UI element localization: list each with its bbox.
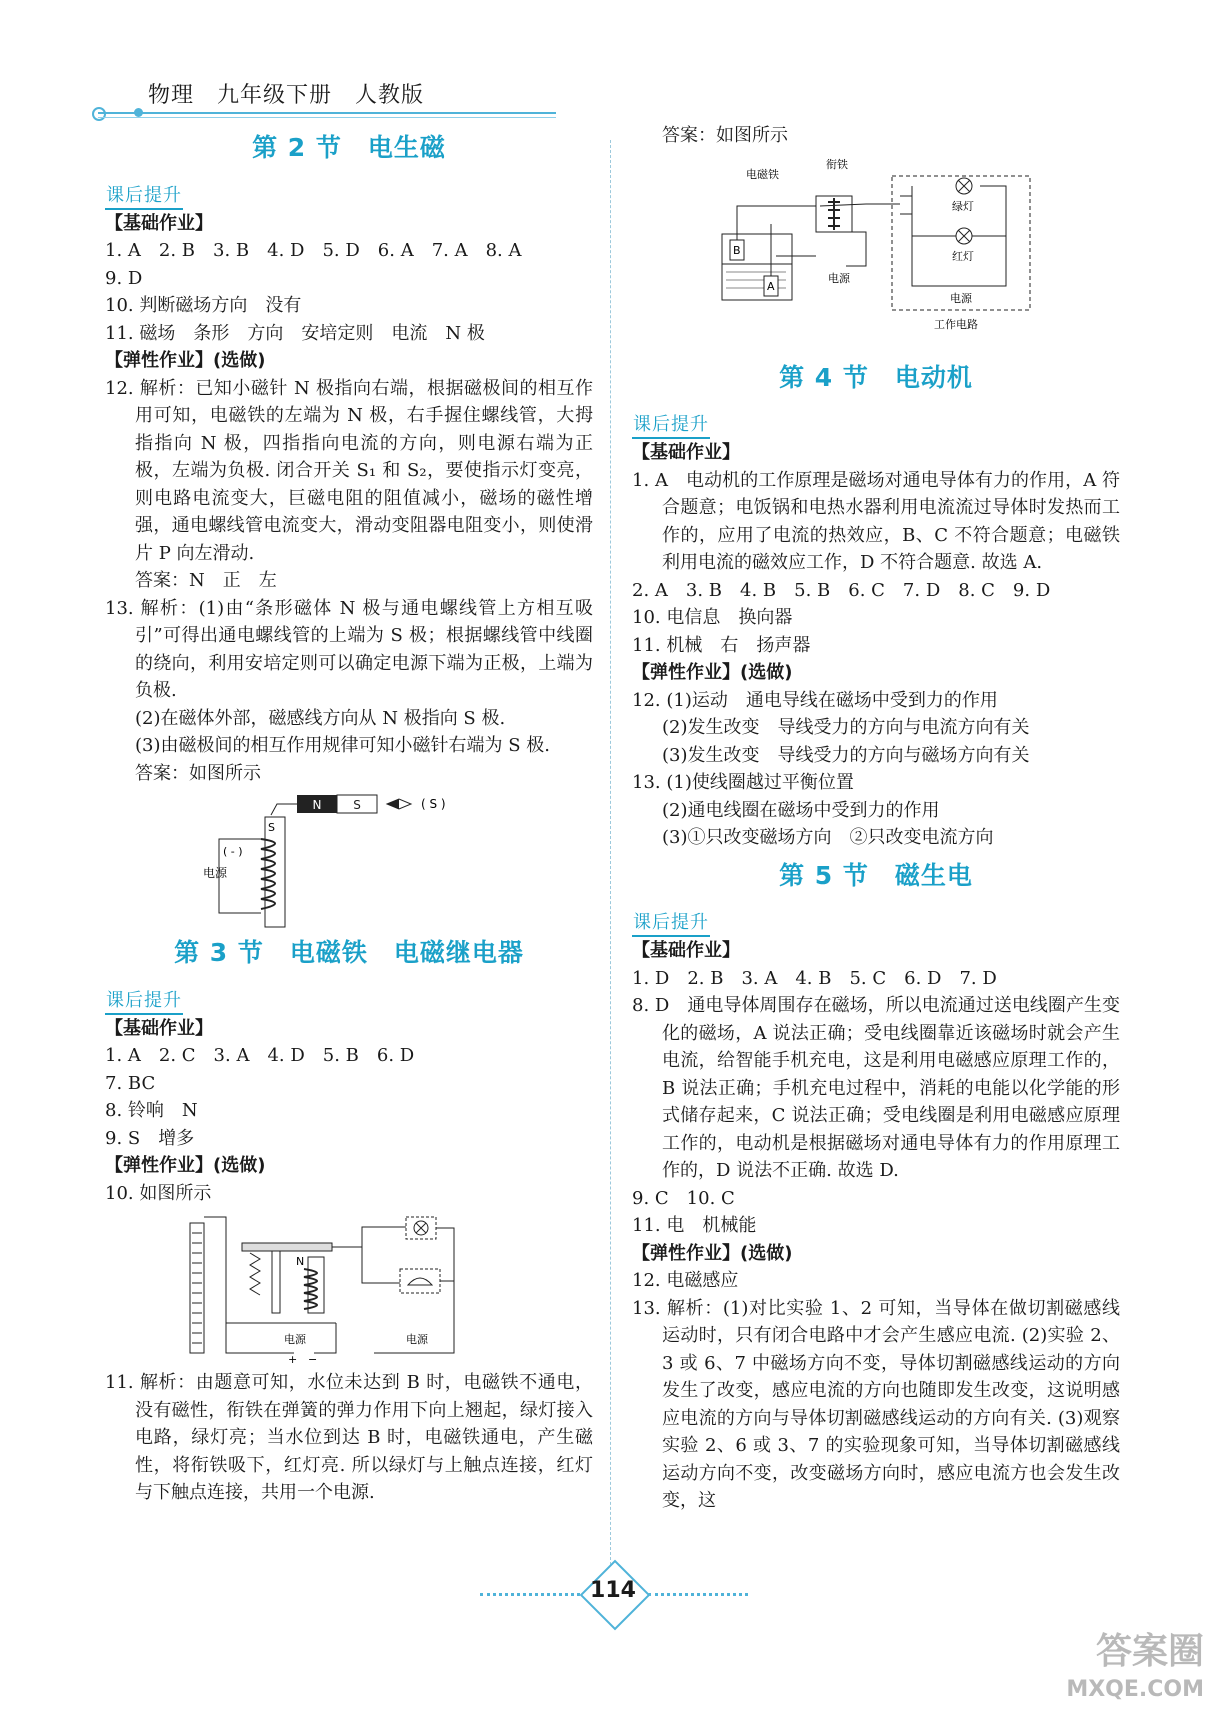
answer-line: 9. S 增多 [105, 1127, 195, 1149]
compass-needle-dark [387, 799, 399, 809]
footer-dots-left [480, 1593, 580, 1596]
basic-work-heading: 【基础作业】 [105, 212, 213, 234]
answer-line: 11. 磁场 条形 方向 安培定则 电流 N 极 [105, 322, 485, 344]
elastic-work-heading: 【弹性作业】(选做) [632, 1242, 793, 1264]
magnet-n-label: N [312, 798, 322, 812]
section-5-tag: 课后提升 [632, 911, 710, 937]
power-minus-label: ( - ) [223, 845, 243, 858]
answer-line: 1. D 2. B 3. A 4. B 5. C 6. D 7. D [632, 967, 997, 989]
page-number: 114 [590, 1578, 636, 1603]
elastic-work-heading: 【弹性作业】(选做) [105, 1155, 266, 1176]
answer-explanation: (3)由磁极间的相互作用规律可知小磁针右端为 S 极. [135, 735, 550, 756]
header-rule [98, 112, 556, 114]
section-4-tag: 课后提升 [632, 413, 710, 439]
watermark-logo: 答案圈 [1095, 1631, 1204, 1672]
green-lamp-label: 绿灯 [952, 199, 974, 213]
section-2-title: 第 2 节 电生磁 [252, 133, 446, 162]
answer-explanation: 1. A 电动机的工作原理是磁场对通电导体有力的作用，A 符合题意；电饭锅和电热水器利用电流流过导体时发热而工作的，应用了电流的热效应，B、C 不符合题意；电磁铁利用电流的磁效应工作，D 不符合题意. 故选 A. [632, 469, 1120, 573]
power-label-1: 电源 [284, 1333, 306, 1346]
armature [242, 1243, 332, 1251]
elastic-work-heading: 【弹性作业】(选做) [105, 350, 266, 371]
answer-line: 7. BC [105, 1072, 156, 1094]
electromagnet-n-label: N [296, 1255, 305, 1268]
section-3-tag: 课后提升 [105, 989, 183, 1015]
answer-line: 12. (1)运动 通电导线在磁场中受到力的作用 [632, 689, 998, 711]
section-3-title: 第 3 节 电磁铁 电磁继电器 [174, 938, 524, 967]
coil-top-label: S [268, 821, 275, 834]
minus-label: − [308, 1353, 318, 1363]
answer-line: 10. 如图所示 [105, 1182, 212, 1204]
relay-figure [184, 1213, 514, 1363]
book-header-title: 物理 九年级下册 人教版 [148, 83, 425, 108]
control-wires [226, 1323, 336, 1353]
answer-line: 10. 电信息 换向器 [632, 607, 793, 628]
basic-work-heading: 【基础作业】 [632, 940, 740, 961]
basic-work-heading: 【基础作业】 [105, 1017, 213, 1039]
electromagnet-label: 电磁铁 [746, 167, 779, 181]
answer-line: 9. D [105, 267, 143, 289]
answer-final: 答案：N 正 左 [135, 570, 277, 591]
armature-label: 衔铁 [826, 157, 848, 171]
relay-post [272, 1251, 280, 1313]
basic-work-heading: 【基础作业】 [632, 442, 740, 463]
answer-explanation: 8. D 通电导体周围存在磁场，所以电流通过送电线圈产生变化的磁场，A 说法正确；受电线圈靠近该磁场时就会产生电流，给智能手机充电，这是利用电磁感应原理工作的，B 说法正确；手机充电过程中，消耗的电能以化学能的形式储存起来，C 说法正确；受电线圈是利用电磁感应原理工作的，电动机是根据磁场对通电导体有力的作用原理工作的，D 说法不正确. 故选 D. [632, 995, 1120, 1181]
answer-explanation: (2)在磁体外部，磁感线方向从 N 极指向 S 极. [135, 707, 506, 729]
power-label-2: 电源 [950, 291, 972, 305]
answer-explanation: 13. 解析：(1)由“条形磁体 N 极与通电螺线管上方相互吸引”可得出通电螺线管的上端为 S 极；根据螺线管中线圈的绕向，利用安培定则可以确定电源下端为正极，上端为负极. [105, 597, 593, 701]
magnet-s-label: S [353, 798, 361, 812]
elastic-work-heading: 【弹性作业】(选做) [632, 662, 793, 683]
answer-line: (2)发生改变 导线受力的方向与电流方向有关 [662, 717, 1030, 738]
answer-line: 10. 判断磁场方向 没有 [105, 295, 302, 316]
header-ornament [92, 107, 106, 121]
power-label-1: 电源 [828, 271, 850, 285]
section-4-title: 第 4 节 电动机 [779, 362, 973, 392]
power-label-2: 电源 [406, 1333, 428, 1346]
section-5-title: 第 5 节 磁生电 [779, 860, 973, 890]
section-2-tag: 课后提升 [105, 184, 183, 210]
answer-line: 13. (1)使线圈越过平衡位置 [632, 772, 854, 793]
probe-b-label: B [733, 243, 741, 257]
watermark-url: MXQE.COM [1066, 1677, 1204, 1702]
answer-final: 答案：如图所示 [135, 762, 261, 784]
probe-a-label: A [767, 279, 775, 293]
answer-line: 2. A 3. B 4. B 5. B 6. C 7. D 8. C 9. D [632, 579, 1051, 601]
figure-leader [271, 804, 297, 815]
contact-wires [332, 1227, 392, 1283]
answer-line: (2)通电线圈在磁场中受到力的作用 [662, 799, 940, 821]
answer-line: 8. 铃响 N [105, 1100, 198, 1121]
red-lamp-label: 红灯 [952, 249, 974, 263]
answer-explanation: 12. 解析：已知小磁针 N 极指向右端，根据磁极间的相互作用可知，电磁铁的左端为 N 极，右手握住螺线管，大拇指指向 N 极，四指指向电流的方向，则电源右端为正极，左端为负极. 闭合开关 S₁ 和 S₂，要使指示灯变亮，则电路电流变大，巨磁电阻的阻值减小，磁场的磁性增强，通电螺线管电流变大，滑动变阻器电阻变小，则使滑片 P 向左滑动. [105, 377, 593, 564]
answer-line: 11. 电 机械能 [632, 1215, 757, 1236]
footer-dots-right [648, 1593, 748, 1596]
answer-line: 1. A 2. B 3. B 4. D 5. D 6. A 7. A 8. A [105, 240, 522, 261]
answer-line: 9. C 10. C [632, 1187, 735, 1209]
answer-explanation: 11. 解析：由题意可知，水位未达到 B 时，电磁铁不通电，没有磁性，衔铁在弹簧的弹力作用下向上翘起，绿灯接入电路，绿灯亮；当水位到达 B 时，电磁铁通电，产生磁性，将衔铁吸下，红灯亮. 所以绿灯与上触点连接，红灯与下触点连接，共用一个电源. [105, 1372, 593, 1503]
answer-line: (3)①只改变磁场方向 ②只改变电流方向 [662, 827, 994, 848]
answer-final: 答案：如图所示 [662, 125, 788, 146]
header-rule-thin [98, 117, 556, 118]
answer-line: (3)发生改变 导线受力的方向与磁场方向有关 [662, 744, 1030, 766]
work-circuit-label: 工作电路 [934, 317, 978, 331]
water-alarm-figure [716, 156, 1036, 356]
right-column [632, 122, 1120, 1515]
spring [250, 1253, 260, 1295]
power-label: 电源 [203, 866, 228, 880]
solenoid-figure [199, 793, 499, 933]
plus-label: + [288, 1353, 298, 1363]
left-column [105, 128, 593, 1507]
answer-line: 12. 电磁感应 [632, 1270, 739, 1291]
answer-line: 1. A 2. C 3. A 4. D 5. B 6. D [105, 1045, 415, 1066]
answer-explanation: 13. 解析：(1)对比实验 1、2 可知，当导体在做切割磁感线运动时，只有闭合电路中才会产生感应电流. (2)实验 2、3 或 6、7 中磁场方向不变，导体切割磁感线运动的方向发生了改变，感应电流的方向也随即发生改变，这说明感应电流的方向与导体切割磁感线运动的方向有关. (3)观察实验 2、6 或 3、7 的实验现象可知，当导体切割磁感线运动方向不变，改变磁场方向时，感应电流方也会发生改变，这 [632, 1297, 1120, 1511]
watermark [1066, 1633, 1204, 1709]
column-divider [610, 140, 611, 1570]
answer-line: 11. 机械 右 扬声器 [632, 634, 811, 656]
compass-pole-label: ( S ) [421, 797, 446, 811]
